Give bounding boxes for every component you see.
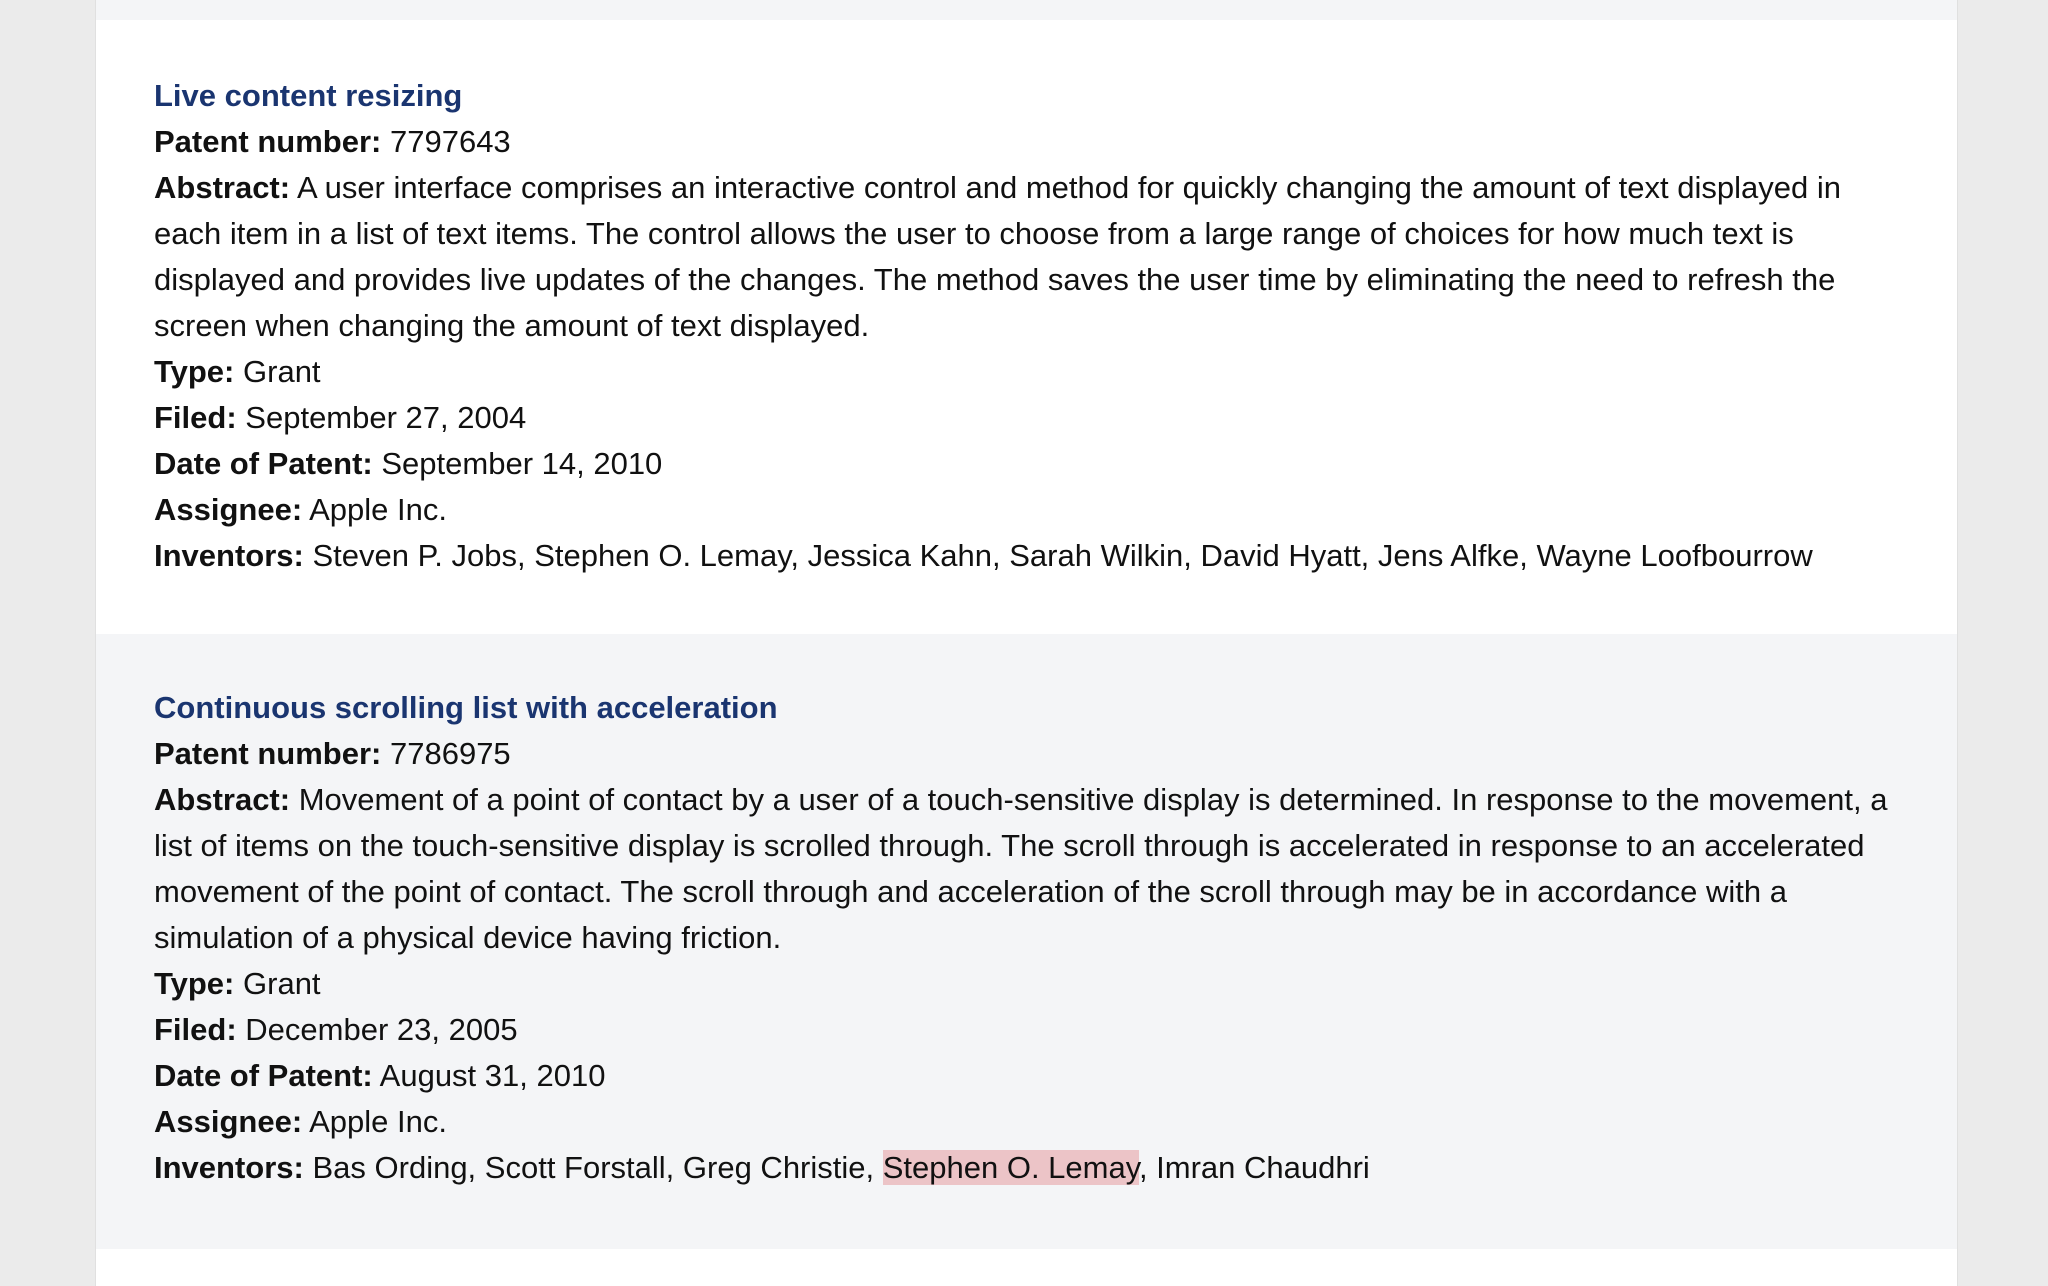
date-of-patent-label: Date of Patent: — [154, 1058, 373, 1093]
abstract-label: Abstract: — [154, 782, 291, 817]
patent-number-label: Patent number: — [154, 124, 382, 159]
abstract-row — [154, 165, 1899, 349]
inventors-value: Steven P. Jobs, Stephen O. Lemay, Jessica Kahn, Sarah Wilkin, David Hyatt, Jens Alfke, Wayne Loofbourrow — [312, 538, 1813, 573]
assignee-row — [154, 487, 1899, 533]
date-of-patent-value: August 31, 2010 — [379, 1058, 606, 1093]
abstract-text: A user interface comprises an interactive control and method for quickly changing the amount of text displayed in each item in a list of text items. The control allows the user to choose from a large range of choices for how much text is displayed and provides live updates of the changes. The method saves the user time by eliminating the need to refresh the screen when changing the amount of text displayed. — [154, 170, 1841, 343]
assignee-label: Assignee: — [154, 492, 303, 527]
date-of-patent-value: September 14, 2010 — [381, 446, 663, 481]
inventors-row — [154, 533, 1899, 579]
type-label: Type: — [154, 966, 235, 1001]
date-of-patent-label: Date of Patent: — [154, 446, 373, 481]
inventors-value-after: , Imran Chaudhri — [1138, 1150, 1370, 1185]
patent-title-link[interactable]: Continuous scrolling list with acceleration — [154, 690, 778, 725]
patent-number-row — [154, 119, 1899, 165]
abstract-label: Abstract: — [154, 170, 291, 205]
abstract-text: Movement of a point of contact by a user of a touch-sensitive display is determined. In response to the movement, a list of items on the touch-sensitive display is scrolled through. The scroll through is accelerated in response to an accelerated movement of the point of contact. The scroll through and acceleration of the scroll through may be in accordance with a simulation of a physical device having friction. — [154, 782, 1888, 955]
inventors-value-before: Bas Ording, Scott Forstall, Greg Christie, — [312, 1150, 883, 1185]
type-label: Type: — [154, 354, 235, 389]
filed-value: December 23, 2005 — [245, 1012, 518, 1047]
filed-row — [154, 1007, 1899, 1053]
type-row — [154, 349, 1899, 395]
filed-value: September 27, 2004 — [245, 400, 527, 435]
patent-result-item — [96, 634, 1957, 1249]
patent-title-link[interactable]: Live content resizing — [154, 78, 463, 113]
inventors-label: Inventors: — [154, 1150, 304, 1185]
type-value: Grant — [243, 354, 321, 389]
patent-number-row — [154, 731, 1899, 777]
assignee-value: Apple Inc. — [309, 1104, 447, 1139]
patent-result-item — [96, 20, 1957, 634]
inventors-label: Inventors: — [154, 538, 304, 573]
filed-row — [154, 395, 1899, 441]
patent-results-page — [95, 0, 1958, 1286]
inventor-highlight: Stephen O. Lemay — [882, 1150, 1139, 1185]
patent-number-label: Patent number: — [154, 736, 382, 771]
type-row — [154, 961, 1899, 1007]
assignee-label: Assignee: — [154, 1104, 303, 1139]
abstract-row — [154, 777, 1899, 961]
inventors-row — [154, 1145, 1899, 1191]
patent-number-value: 7797643 — [389, 124, 511, 159]
type-value: Grant — [243, 966, 321, 1001]
date-of-patent-row — [154, 1053, 1899, 1099]
assignee-value: Apple Inc. — [309, 492, 447, 527]
date-of-patent-row — [154, 441, 1899, 487]
filed-label: Filed: — [154, 1012, 237, 1047]
filed-label: Filed: — [154, 400, 237, 435]
assignee-row — [154, 1099, 1899, 1145]
previous-result-edge — [96, 0, 1957, 20]
patent-number-value: 7786975 — [389, 736, 511, 771]
